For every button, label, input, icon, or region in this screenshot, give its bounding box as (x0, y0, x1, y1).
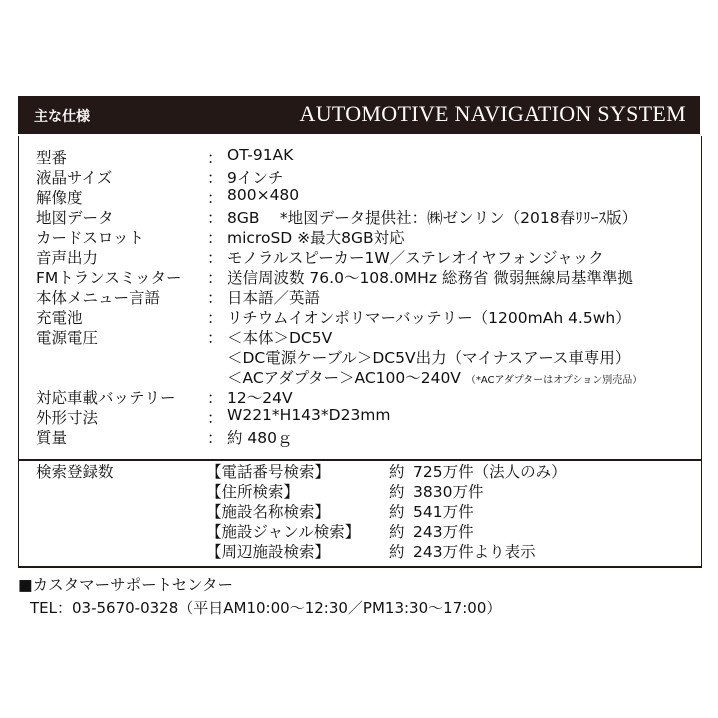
spec-row (19, 306, 701, 326)
spec-value-wrap (227, 366, 642, 388)
search-approx: 約 (389, 483, 405, 501)
search-approx: 約 (389, 523, 405, 541)
spec-label: 電源電圧 (36, 329, 99, 347)
spec-colon: ： (207, 229, 223, 247)
search-category: 【電話番号検索】 (206, 463, 331, 481)
spec-label: 液晶サイズ (36, 169, 113, 187)
spec-value: 約 480ｇ (227, 429, 293, 447)
search-approx: 約 (389, 543, 405, 561)
product-line-title: AUTOMOTIVE NAVIGATION SYSTEM (299, 101, 686, 126)
spec-value: 8GB *地図データ提供社：㈱ゼンリン（2018春ﾘﾘｰｽ版） (227, 209, 638, 227)
spec-row (19, 386, 701, 406)
spec-label: 型番 (36, 149, 68, 167)
spec-colon: ： (207, 149, 223, 167)
main-specs-title: 主な仕様 (34, 109, 90, 125)
spec-colon: ： (207, 429, 223, 447)
support-phone: TEL：03-5670-0328（平日AM10:00～12:30／PM13:30～17:00） (30, 599, 502, 617)
spec-row (19, 366, 701, 386)
search-row (19, 460, 701, 480)
spec-row (19, 186, 701, 206)
search-count-label: 検索登録数 (36, 463, 114, 481)
spec-row (19, 146, 701, 166)
spec-label: 地図データ (36, 209, 114, 227)
spec-value: 800×480 (227, 186, 300, 204)
spec-value: 日本語／英語 (227, 289, 321, 307)
spec-colon: ： (207, 189, 223, 207)
search-category: 【施設名称検索】 (206, 503, 331, 521)
spec-colon: ： (207, 269, 223, 287)
spec-colon: ： (207, 309, 223, 327)
spec-value: 9インチ (227, 169, 284, 187)
spec-value: ＜DC電源ケーブル＞DC5V出力（マイナスアース車専用） (227, 349, 631, 367)
search-row (19, 480, 701, 500)
spec-colon: ： (207, 169, 223, 187)
spec-value: ＜本体＞DC5V (227, 329, 333, 347)
search-count-table (18, 460, 702, 568)
spec-row (19, 426, 701, 446)
spec-row (19, 226, 701, 246)
spec-label: 対応車載バッテリー (36, 389, 176, 407)
spec-row (19, 166, 701, 186)
search-approx: 約 (389, 503, 405, 521)
search-category: 【周辺施設検索】 (206, 543, 331, 561)
spec-row (19, 286, 701, 306)
spec-header-bar (18, 96, 700, 134)
search-count: 243万件より表示 (413, 543, 536, 561)
search-row (19, 540, 701, 560)
spec-value: microSD ※最大8GB対応 (227, 229, 405, 247)
spec-colon: ： (207, 329, 223, 347)
search-count: 725万件（法人のみ） (413, 463, 567, 481)
search-count: 243万件 (413, 523, 474, 541)
search-row (19, 500, 701, 520)
spec-label: 本体メニュー言語 (36, 289, 161, 307)
search-row (19, 520, 701, 540)
spec-row (19, 406, 701, 426)
spec-colon: ： (207, 209, 223, 227)
spec-value: 12～24V (227, 389, 293, 407)
spec-label: 質量 (36, 429, 68, 447)
spec-colon: ： (207, 409, 223, 427)
spec-row (19, 346, 701, 366)
spec-value: OT-91AK (227, 146, 294, 164)
search-count: 3830万件 (413, 483, 484, 501)
spec-label: FMトランスミッター (36, 269, 182, 287)
spec-table (18, 136, 702, 461)
spec-row (19, 326, 701, 346)
spec-value: W221*H143*D23mm (227, 406, 391, 424)
spec-row (19, 206, 701, 226)
spec-value: リチウムイオンポリマーバッテリー（1200mAh 4.5wh） (227, 309, 631, 327)
spec-row (19, 246, 701, 266)
spec-colon: ： (207, 289, 223, 307)
spec-label: カードスロット (36, 229, 145, 247)
search-category: 【住所検索】 (206, 483, 300, 501)
spec-label: 充電池 (36, 309, 83, 327)
spec-colon: ： (207, 249, 223, 267)
search-approx: 約 (389, 463, 405, 481)
spec-label: 解像度 (36, 189, 83, 207)
spec-row (19, 266, 701, 286)
spec-colon: ： (207, 389, 223, 407)
search-count: 541万件 (413, 503, 474, 521)
spec-value: ＜ACアダプター＞AC100～240V (227, 369, 461, 387)
spec-label: 音声出力 (36, 249, 99, 267)
support-center-title: ■カスタマーサポートセンター (18, 576, 234, 594)
spec-value: 送信周波数 76.0～108.0MHz 総務省 微弱無線局基準準拠 (227, 269, 633, 287)
spec-value: モノラルスピーカー1W／ステレオイヤフォンジャック (227, 249, 604, 267)
spec-note: （*ACアダプターはオプション別売品） (465, 375, 643, 386)
spec-label: 外形寸法 (36, 409, 99, 427)
search-category: 【施設ジャンル検索】 (206, 523, 361, 541)
